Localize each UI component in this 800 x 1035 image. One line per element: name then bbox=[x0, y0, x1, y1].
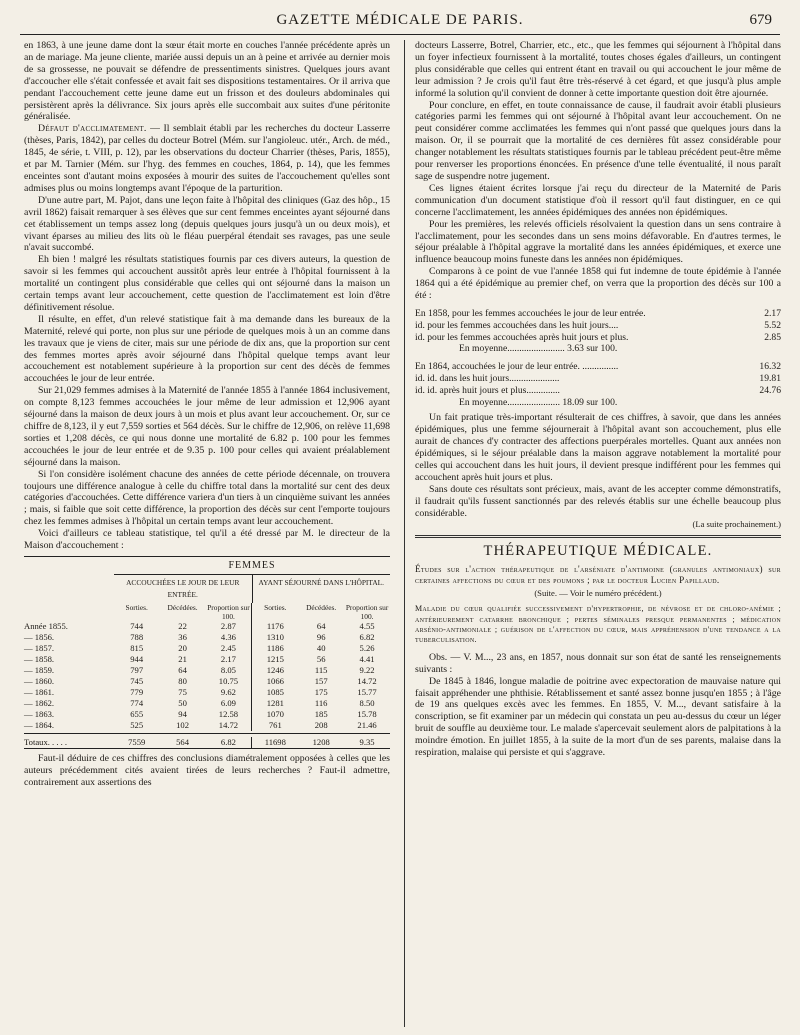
stats-1864 bbox=[415, 361, 781, 408]
row-label: — 1858. bbox=[24, 653, 55, 664]
group-header: ACCOUCHÉES LE JOUR DE LEUR ENTRÉE. bbox=[114, 575, 253, 603]
paragraph: Pour les premières, les relevés officiels résolvaient la question dans un sens contraire à l'acclimatement, pour les secondes dans un sens moins défavorable. En d'autres termes, le séjour préalable à l'hôpital aggrave la mortalité dans les années épidémiques, et exerce une influence beaucoup moins funeste dans les années non épidémiques. bbox=[415, 218, 781, 266]
cell: 1281 bbox=[266, 697, 284, 708]
cell: 15.78 bbox=[357, 708, 377, 719]
table-title: FEMMES bbox=[114, 557, 390, 575]
paragraph: Obs. — V. M..., 23 ans, en 1857, nous donnait sur son état de santé les renseignements suivants : bbox=[415, 651, 781, 675]
cell: 9.35 bbox=[359, 736, 375, 747]
continuation-note: (La suite prochainement.) bbox=[692, 519, 781, 530]
cell: 525 bbox=[130, 719, 144, 730]
row-label: — 1863. bbox=[24, 708, 55, 719]
table-row bbox=[24, 676, 390, 687]
table-row bbox=[24, 720, 390, 731]
table-body bbox=[24, 621, 390, 731]
cell: 50 bbox=[178, 697, 187, 708]
cell: 102 bbox=[176, 719, 189, 730]
cell: 1085 bbox=[266, 686, 284, 697]
cell: 1186 bbox=[266, 642, 284, 653]
stats-label: id. pour les femmes accouchées après huit jours et plus. bbox=[415, 331, 629, 343]
cell: 1176 bbox=[266, 620, 284, 631]
paragraph: en 1863, à une jeune dame dont la sœur était morte en couches l'année précédente après un an de mariage. Ma jeune cliente, mariée aussi depuis un an à peine et arrivée au dernier mois de sa grossesse, ne pouvait se défendre de pressentiments sinistres. Quelques jours avant d'accoucher elle s'était confessée et avait fait ses dispositions testamentaires. Or il arriva que pendant l'accouchement cette jeune dame eut un frisson et des douleurs abdominales qui persistèrent après la délivrance. Six jours après elle succombait aux suites d'une péritonite généralisée. bbox=[24, 40, 390, 123]
table-row bbox=[24, 654, 390, 665]
cell: 10.75 bbox=[206, 676, 253, 687]
row-label: — 1856. bbox=[24, 631, 55, 642]
paragraph: Sur 21,029 femmes admises à la Maternité de l'année 1855 à l'année 1864 inclusivement, on compte 8,123 femmes accouchées le jour même de leur admission et 12,906 ayant séjourné dans la maison de deux jours à un mois et plus avant leur accouchement. Or, sur ce chiffre de 8,123, il y eut 7,559 sorties et 564 décès. Sur le chiffre de 12,906, on relève 11,698 sorties et 1,208 décès, ce qui nous donne une mortalité de 6.82 p. 100 pour les femmes accouchées le jour de leur entrée et de 9.35 p. 100 pour celles qui avaient préalablement séjourné dans la maison. bbox=[24, 385, 390, 468]
table-row bbox=[24, 687, 390, 698]
paragraph: Eh bien ! malgré les résultats statistiques fournis par ces divers auteurs, la question de savoir si les femmes qui accouchent aussitôt après leur entrée à l'hôpital fournissent à la mortalité un contingent plus considérable que celles qui ont séjourné dans la maison un certain temps avant leur accouchement, cette question de l'acclimatement est loin d'être définitivement résolue. bbox=[24, 254, 390, 313]
page-number: 679 bbox=[749, 12, 772, 28]
cell: 40 bbox=[316, 642, 326, 653]
stats-value: 16.32 bbox=[759, 361, 781, 373]
paragraph: D'une autre part, M. Pajot, dans une leçon faite à l'hôpital des cliniques (Gaz des hôp., 15 avril 1862) faisait remarquer à ses élèves que sur cent femmes enceintes ayant séjourné dans cet établissement un temps assez long (depuis quelques jours jusqu'à un ou deux mois), et vivant éparses au milieu des lits où le fléau puerpéral étendait ses ravages, pas une seule n'avait succombé. bbox=[24, 194, 390, 254]
paragraph: Pour conclure, en effet, en toute connaissance de cause, il faudrait avoir établi plusieurs catégories parmi les femmes qui ont séjourné à l'hôpital avant leur accouchement. On ne peut considérer comme acclimatées les femmes qui n'ont passé que quelques jours dans la maison. Or, il se pourrait que la mortalité de ces dernières fût assez considérable pour changer notablement les résultats statistiques fournis par le tableau précédent peut-être même pour renverser les proportions énoncées. En présence d'une telle éventualité, il nous paraît sage de suspendre notre jugement. bbox=[415, 99, 781, 182]
row-label: — 1862. bbox=[24, 697, 55, 708]
cell: 655 bbox=[130, 708, 144, 719]
cell: 21.46 bbox=[357, 719, 377, 730]
cell: 1310 bbox=[266, 631, 284, 642]
cell: 56 bbox=[316, 653, 326, 664]
column-header: Proportion sur 100. bbox=[206, 603, 253, 621]
paragraph: Faut-il déduire de ces chiffres des conclusions diamétralement opposées à celles que les auteurs précédemment cités avaient tirées de leurs recherches ? Faut-il admettre, contrairement aux assertions des bbox=[24, 752, 390, 788]
stats-line bbox=[415, 320, 781, 332]
cell: 15.77 bbox=[357, 686, 377, 697]
stats-1858 bbox=[415, 308, 781, 355]
stats-line bbox=[415, 373, 781, 385]
stats-lines bbox=[415, 308, 781, 343]
cell: 944 bbox=[130, 653, 144, 664]
left-column bbox=[24, 40, 390, 788]
table-total-row bbox=[24, 733, 390, 748]
cell: 115 bbox=[314, 664, 328, 675]
cell: 774 bbox=[130, 697, 144, 708]
stats-value: 19.81 bbox=[759, 372, 781, 384]
cell: 1066 bbox=[266, 675, 284, 686]
cell: 1215 bbox=[266, 653, 284, 664]
row-label: — 1860. bbox=[24, 675, 55, 686]
right-column bbox=[415, 40, 781, 759]
paragraph: Sans doute ces résultats sont précieux, mais, avant de les accepter comme démonstratifs, il faudrait qu'ils fussent sanctionnés par des relevés établis sur une échelle beaucoup plus considérable. bbox=[415, 483, 781, 519]
table-row bbox=[24, 698, 390, 709]
cell: 185 bbox=[314, 708, 328, 719]
row-label: Année 1855. bbox=[24, 620, 68, 631]
table-row bbox=[24, 709, 390, 720]
cell: 14.72 bbox=[206, 720, 253, 731]
stats-line bbox=[415, 385, 781, 397]
cell: 64 bbox=[178, 664, 187, 675]
cell: 797 bbox=[130, 664, 144, 675]
cell: 5.26 bbox=[359, 642, 375, 653]
cell: 4.41 bbox=[359, 653, 375, 664]
cell: 116 bbox=[314, 697, 328, 708]
table-row bbox=[24, 665, 390, 676]
stats-line bbox=[415, 308, 781, 320]
cell: 11698 bbox=[264, 736, 286, 747]
row-label: — 1859. bbox=[24, 664, 55, 675]
section-rule bbox=[415, 535, 781, 538]
paragraph-heading: Défaut d'acclimatement. bbox=[38, 123, 147, 135]
section-title: THÉRAPEUTIQUE MÉDICALE. bbox=[483, 543, 713, 560]
stats-line bbox=[415, 332, 781, 344]
journal-title: GAZETTE MÉDICALE DE PARIS. bbox=[276, 12, 524, 28]
paragraph: Un fait pratique très-important résulterait de ces chiffres, à savoir, que dans les années épidémiques, plus une femme séjournerait à l'hôpital avant son accouchement, plus elle aurait de chances d'y contracter des affections puerpérales mortelles. Quant aux années non épidémiques, si le séjour préalable dans la maison aggrave notablement la mortalité pour celles qui accouchent dans les huit jours, il devient presque indifférent pour les femmes qui accouchent après huit jours et plus. bbox=[415, 412, 781, 483]
cell: 75 bbox=[178, 686, 187, 697]
cell: 14.72 bbox=[357, 675, 377, 686]
table-row bbox=[24, 632, 390, 643]
cell: 1208 bbox=[312, 736, 330, 747]
stats-label: En 1864, accouchées le jour de leur entrée. ............... bbox=[415, 361, 619, 373]
continuation-note: (Suite. — Voir le numéro précédent.) bbox=[534, 588, 662, 599]
stats-label: En 1858, pour les femmes accouchées le jour de leur entrée. bbox=[415, 307, 646, 319]
paragraph: Voici d'ailleurs ce tableau statistique, tel qu'il a été dressé par M. le directeur de la Maison d'accouchement : bbox=[24, 528, 390, 552]
cell: 744 bbox=[130, 620, 144, 631]
paragraph: Si l'on considère isolément chacune des années de cette période décennale, on trouvera toujours une différence analogue à celle du chiffre total dans la mortalité sur cent des deux catégories d'accouchées. Cette différence variera d'un tiers à un cinquième suivant les années ; mais, si faible que soit cette différence, la proportion des décès sur cent l'emporte toujours chez les femmes admises à l'hôpital un certain temps avant leur accouchement. bbox=[24, 468, 390, 528]
paragraph-text: — Il semblait établi par les recherches du docteur Lasserre (thèses, Paris, 1842), par celles du docteur Botrel (Mém. sur l'angioleuc. utér., Arch. de méd., 1845, 4e série, t. VIII, p. 12), par les observations du docteur Charrier (thèses, Paris, 1855), et par M. Tarnier (Mém. sur l'hyg. des femmes en couches, 1864, p. 14), que les femmes enceintes sont d'autant moins exposées à mourir des suites de l'accouchement qu'elles sont admises plus ou moins longtemps avant l'époque de la parturition. bbox=[24, 123, 390, 194]
cell: 4.36 bbox=[206, 632, 253, 643]
cell: 94 bbox=[178, 708, 187, 719]
column-header: Décédées. bbox=[167, 602, 198, 612]
cell: 208 bbox=[314, 719, 328, 730]
cell: 36 bbox=[178, 631, 187, 642]
stats-line bbox=[415, 361, 781, 373]
column-header: Décédées. bbox=[306, 602, 337, 612]
cell: 7559 bbox=[128, 736, 146, 747]
paragraph: De 1845 à 1846, longue maladie de poitrine avec expectoration de mauvaise nature qui faisait appréhender une phthisie. Rétablissement et santé assez bonne jusqu'en 1855 ; à l'âge de 19 ans quelques excès avec les femmes. En 1855, V. M..., devant satisfaire à la conscription, se fit examiner par un médecin qui constata un peu au-dessus du cœur un léger bruit de souffle au deuxième tour. Le malade s'apercevait seulement alors de palpitations à la moindre émotion. En juillet 1855, à la suite de la mort d'un de ses parents, malaise dans la respiration, malaise qui persiste et qui s'aggrave. bbox=[415, 675, 781, 759]
cell: 2.17 bbox=[206, 654, 253, 665]
group-header: AYANT SÉJOURNÉ DANS L'HÔPITAL. bbox=[258, 577, 385, 587]
paragraph bbox=[24, 123, 390, 194]
row-label: — 1857. bbox=[24, 642, 55, 653]
stats-value: 24.76 bbox=[759, 384, 781, 396]
stats-average: En moyenne...................... 18.09 sur 100. bbox=[459, 396, 618, 408]
cell: 9.62 bbox=[206, 687, 253, 698]
cell: 815 bbox=[130, 642, 144, 653]
cell: 6.09 bbox=[206, 698, 253, 709]
stats-value: 2.85 bbox=[764, 331, 781, 343]
cell: 779 bbox=[130, 686, 144, 697]
table-column-headers bbox=[24, 603, 390, 621]
cell: 8.50 bbox=[359, 697, 375, 708]
cell: 12.58 bbox=[206, 709, 253, 720]
column-header: Sorties. bbox=[125, 602, 148, 612]
column-header: Sorties. bbox=[264, 602, 287, 612]
table-group-headers bbox=[114, 575, 390, 603]
cell: 4.55 bbox=[359, 620, 375, 631]
paragraph: Il résulte, en effet, d'un relevé statistique fait à ma demande dans les bureaux de la Maternité, relevé qui porte, non plus sur une période de quelques mois à un an comme dans les travaux que je viens de citer, mais sur une période de dix ans, que la proportion sur cent des femmes mortes après avoir séjourné dans l'hôpital quelque temps avant leur accouchement est notablement supérieure à la proportion sur cent des décès de femmes accouchées le jour de leur entrée. bbox=[24, 313, 390, 385]
cell: 788 bbox=[130, 631, 144, 642]
paragraph: Ces lignes étaient écrites lorsque j'ai reçu du directeur de la Maternité de Paris communication d'un document statistique d'où il ressort qu'il faut distinguer, en ce qui concerne l'acclimatement, les années épidémiques des années non épidémiques. bbox=[415, 182, 781, 218]
stats-lines bbox=[415, 361, 781, 396]
stats-value: 2.17 bbox=[764, 307, 781, 319]
table-row bbox=[24, 643, 390, 654]
cell: 6.82 bbox=[359, 631, 375, 642]
cell: 6.82 bbox=[206, 737, 253, 748]
table-row bbox=[24, 621, 390, 632]
stats-label: id. pour les femmes accouchées dans les huit jours.... bbox=[415, 319, 619, 331]
row-label: Totaux. . . . . bbox=[24, 736, 68, 747]
cell: 175 bbox=[314, 686, 328, 697]
cell: 1246 bbox=[266, 664, 284, 675]
cell: 2.45 bbox=[206, 643, 253, 654]
cell: 1070 bbox=[266, 708, 284, 719]
paragraph: docteurs Lasserre, Botrel, Charrier, etc., etc., que les femmes qui séjournent à l'hôpital dans un foyer infectieux fournissent à la mortalité, toutes choses égales d'ailleurs, un contingent plus considérable que celles qui entrent étant en travail ou qui accouchent le jour même de leur admission ? Je crois qu'il faut être très-réservé à cet égard, et que jusqu'à plus ample informé la solution qu'il convient de donner à cette importante question doit être ajournée. bbox=[415, 40, 781, 99]
page-header bbox=[20, 8, 780, 35]
stats-label: id. id. dans les huit jours..................... bbox=[415, 372, 560, 384]
row-label: — 1864. bbox=[24, 719, 55, 730]
cell: 745 bbox=[130, 675, 144, 686]
paragraph: Comparons à ce point de vue l'année 1858 qui fut indemne de toute épidémie à l'année 1864 qui a été épidémique au premier chef, on verra que la proportion des décès sur 100 a été : bbox=[415, 266, 781, 302]
column-header: Proportion sur 100. bbox=[345, 602, 389, 621]
cell: 96 bbox=[316, 631, 326, 642]
cell: 22 bbox=[178, 620, 187, 631]
cell: 9.22 bbox=[359, 664, 375, 675]
column-divider bbox=[404, 40, 405, 1027]
cell: 8.05 bbox=[206, 665, 253, 676]
article-title: Études sur l'action thérapeutique de l'arséniate d'antimoine (granules antimoniaux) sur certaines affections du cœur et des poumons ; par le docteur Lucien Papillaud. bbox=[415, 564, 781, 586]
cell: 80 bbox=[178, 675, 187, 686]
cell: 761 bbox=[268, 719, 282, 730]
row-label: — 1861. bbox=[24, 686, 55, 697]
cell: 64 bbox=[316, 620, 326, 631]
cell: 2.87 bbox=[206, 621, 253, 632]
statistics-table bbox=[24, 556, 390, 749]
cell: 157 bbox=[314, 675, 328, 686]
cell: 20 bbox=[178, 642, 187, 653]
case-summary: Maladie du cœur qualifiée successivement d'hypertrophie, de névrose et de chloro-anémie ; antérieurement catarrhe bronchique ; pertes séminales presque permanentes ; médication arsénio-antimoniale ; guérison de l'affection du cœur, mais appréhension d'une tendance a la tuberculisation. bbox=[415, 604, 781, 645]
stats-value: 5.52 bbox=[764, 319, 781, 331]
stats-label: id. id. après huit jours et plus.............. bbox=[415, 384, 560, 396]
cell: 564 bbox=[176, 736, 189, 747]
cell: 21 bbox=[178, 653, 187, 664]
stats-average: En moyenne........................ 3.63 sur 100. bbox=[459, 343, 618, 355]
